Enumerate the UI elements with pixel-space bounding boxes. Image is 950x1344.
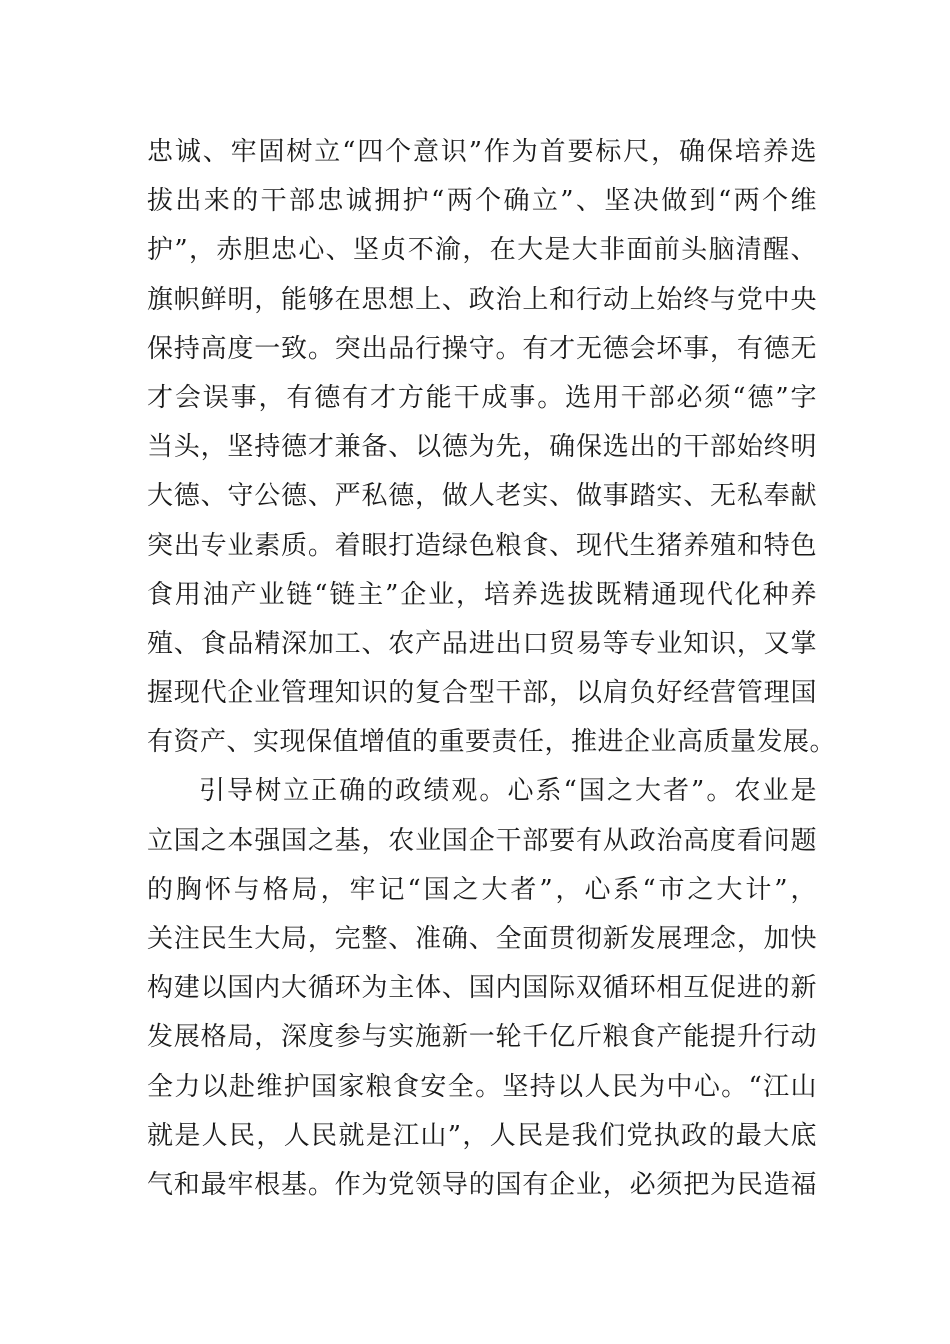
- text-line: 发展格局，深度参与实施新一轮千亿斤粮食产能提升行动: [147, 1022, 817, 1053]
- text-line: 食用油产业链“链主”企业，培养选拔既精通现代化种养: [147, 579, 817, 610]
- text-line: 的胸怀与格局，牢记“国之大者”，心系“市之大计”，: [147, 874, 817, 905]
- paragraph-first-line: 引导树立正确的政绩观。心系“国之大者”。农业是: [199, 776, 817, 807]
- text-line: 就是人民，人民就是江山”，人民是我们党执政的最大底: [147, 1120, 817, 1151]
- text-line: 立国之本强国之基，农业国企干部要有从政治高度看问题: [147, 825, 817, 856]
- text-line: 殖、食品精深加工、农产品进出口贸易等专业知识，又掌: [147, 628, 817, 659]
- text-line: 拔出来的干部忠诚拥护“两个确立”、坚决做到“两个维: [147, 186, 817, 217]
- text-line: 才会误事，有德有才方能干成事。选用干部必须“德”字: [147, 382, 817, 413]
- text-line: 气和最牢根基。作为党领导的国有企业，必须把为民造福: [147, 1169, 817, 1200]
- text-line: 握现代企业管理知识的复合型干部，以肩负好经营管理国: [147, 678, 817, 709]
- text-line: 旗帜鲜明，能够在思想上、政治上和行动上始终与党中央: [147, 284, 817, 315]
- text-line: 忠诚、牢固树立“四个意识”作为首要标尺，确保培养选: [147, 137, 817, 167]
- text-line: 有资产、实现保值增值的重要责任，推进企业高质量发展。: [147, 727, 837, 758]
- text-line: 构建以国内大循环为主体、国内国际双循环相互促进的新: [147, 973, 817, 1004]
- text-line: 护”，赤胆忠心、坚贞不渝，在大是大非面前头脑清醒、: [147, 235, 817, 266]
- text-line: 全力以赴维护国家粮食安全。坚持以人民为中心。“江山: [147, 1071, 817, 1102]
- text-line: 当头，坚持德才兼备、以德为先，确保选出的干部始终明: [147, 432, 817, 463]
- text-line: 保持高度一致。突出品行操守。有才无德会坏事，有德无: [147, 333, 817, 364]
- body-text: [147, 128, 837, 1210]
- text-line: 关注民生大局，完整、准确、全面贯彻新发展理念，加快: [147, 924, 817, 954]
- text-line: 突出专业素质。着眼打造绿色粮食、现代生猪养殖和特色: [147, 530, 817, 561]
- text-line: 大德、守公德、严私德，做人老实、做事踏实、无私奉献: [147, 481, 817, 512]
